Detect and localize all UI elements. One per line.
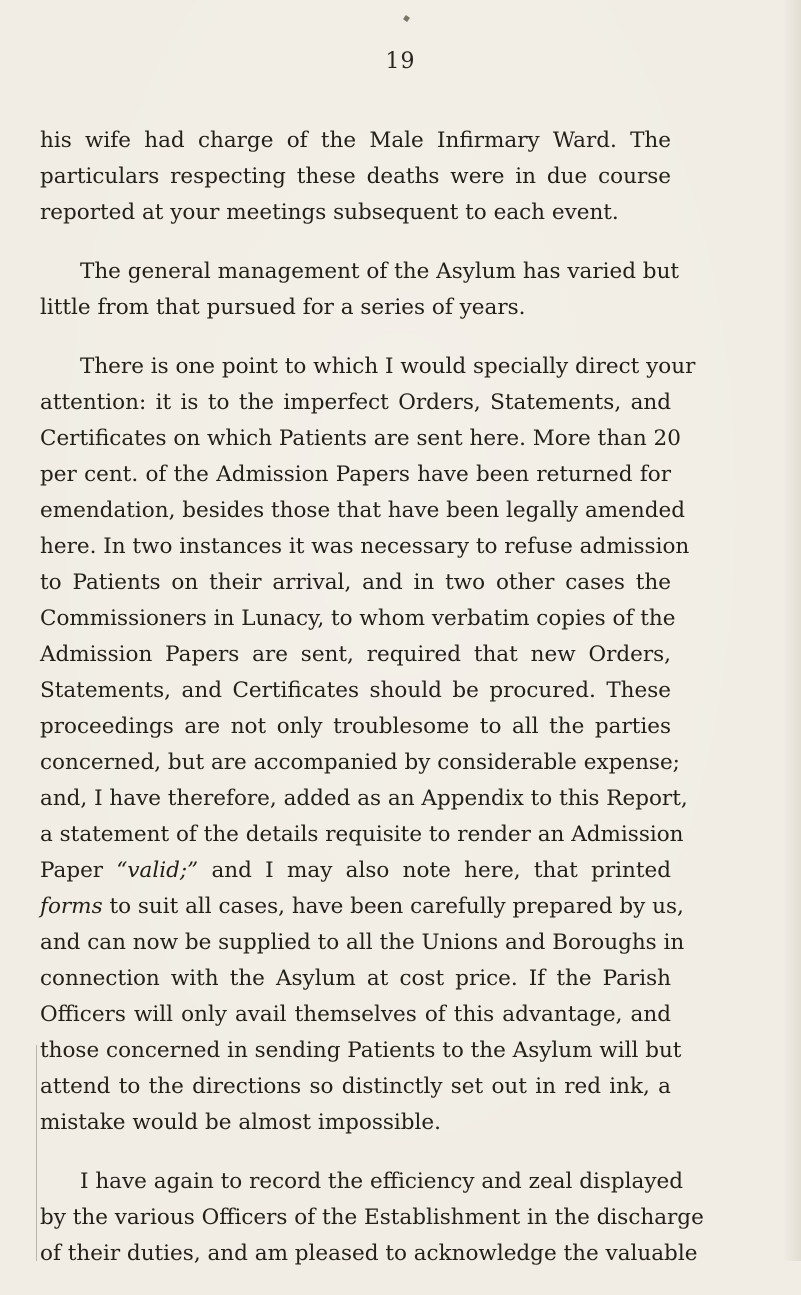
- text-line: little from that pursued for a series of years.: [40, 295, 526, 320]
- paragraph-4: [40, 1164, 704, 1272]
- text-line: There is one point to which I would specially direct your: [80, 354, 696, 379]
- text-line: and, I have therefore, added as an Appendix to this Report,: [40, 786, 688, 811]
- text-line: here. In two instances it was necessary to refuse admission: [40, 534, 690, 559]
- italic-text: “valid;”: [116, 858, 199, 883]
- text-line: particulars respecting these deaths were in due course: [40, 164, 671, 189]
- text-segment: to suit all cases, have been carefully prepared by us,: [102, 894, 684, 919]
- text-line: and can now be supplied to all the Unions and Boroughs in: [40, 930, 685, 955]
- paragraph-1: [40, 123, 671, 231]
- binding-shadow: [36, 1045, 37, 1261]
- text-line: Certificates on which Patients are sent here. More than 20: [40, 426, 681, 451]
- text-line: attention: it is to the imperfect Orders, Statements, and: [40, 390, 671, 415]
- text-line: proceedings are not only troublesome to all the parties: [40, 714, 671, 739]
- printer-mark: [403, 15, 410, 22]
- text-line: concerned, but are accompanied by considerable expense;: [40, 750, 680, 775]
- text-line: reported at your meetings subsequent to each event.: [40, 200, 619, 225]
- text-line: I have again to record the efficiency and zeal displayed: [80, 1169, 683, 1194]
- text-line: of their duties, and am pleased to acknowledge the valuable: [40, 1241, 698, 1266]
- text-segment: Paper: [40, 858, 117, 883]
- text-segment: and I may also note here, that printed: [198, 858, 671, 883]
- body-text: [40, 123, 704, 1295]
- paragraph-3: [40, 349, 696, 1141]
- text-line: [40, 853, 671, 889]
- text-line: Officers will only avail themselves of this advantage, and: [40, 1002, 671, 1027]
- page-number: 19: [385, 49, 416, 74]
- text-line: connection with the Asylum at cost price. If the Parish: [40, 966, 671, 991]
- text-line: [40, 889, 684, 925]
- text-line: attend to the directions so distinctly set out in red ink, a: [40, 1074, 671, 1099]
- text-line: a statement of the details requisite to render an Admission: [40, 822, 684, 847]
- text-line: his wife had charge of the Male Infirmary Ward. The: [40, 128, 671, 153]
- text-line: mistake would be almost impossible.: [40, 1110, 441, 1135]
- text-line: emendation, besides those that have been legally amended: [40, 498, 685, 523]
- text-line: The general management of the Asylum has varied but: [80, 259, 680, 284]
- paragraph-2: [40, 254, 680, 326]
- text-line: per cent. of the Admission Papers have been returned for: [40, 462, 671, 487]
- text-line: by the various Officers of the Establishment in the discharge: [40, 1205, 704, 1230]
- italic-text: forms: [40, 894, 103, 919]
- page-edge-shadow: [783, 0, 801, 1261]
- text-line: Commissioners in Lunacy, to whom verbatim copies of the: [40, 606, 676, 631]
- text-line: Admission Papers are sent, required that new Orders,: [40, 642, 671, 667]
- text-line: to Patients on their arrival, and in two other cases the: [40, 570, 671, 595]
- text-line: Statements, and Certificates should be procured. These: [40, 678, 671, 703]
- text-line: those concerned in sending Patients to the Asylum will but: [40, 1038, 682, 1063]
